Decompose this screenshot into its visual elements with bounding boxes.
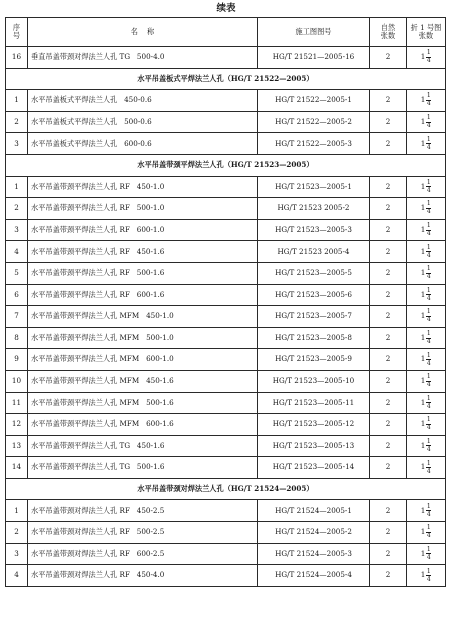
serial-number-cell: 3	[6, 543, 28, 565]
sheet-count-cell: 2	[370, 435, 407, 457]
table-row	[6, 327, 446, 349]
item-name-cell: 水平吊盖带颈平焊法兰人孔 RF 500-1.0	[28, 198, 258, 220]
fraction-value: 1 1 4	[420, 243, 431, 259]
fraction-value: 1 1 4	[420, 114, 431, 130]
drawing-code-cell: HG/T 21523—2005-7	[258, 306, 370, 328]
drawing-code-cell: HG/T 21523—2005-8	[258, 327, 370, 349]
sheet-count-cell: 2	[370, 306, 407, 328]
table-row	[6, 176, 446, 198]
folded-count-cell	[407, 198, 446, 220]
folded-count-cell	[407, 219, 446, 241]
table-row	[6, 198, 446, 220]
drawing-code-cell: HG/T 21523—2005-1	[258, 176, 370, 198]
fraction-value: 1 1 4	[420, 437, 431, 453]
serial-number-cell: 7	[6, 306, 28, 328]
fraction-value: 1 1 4	[420, 524, 431, 540]
serial-number-cell: 9	[6, 349, 28, 371]
sheet-count-cell: 2	[370, 133, 407, 155]
fraction-value: 1 1 4	[420, 222, 431, 238]
item-name-cell: 水平吊盖带颈平焊法兰人孔 MFM 500-1.0	[28, 327, 258, 349]
table-row	[6, 241, 446, 263]
item-name-cell: 水平吊盖带颈对焊法兰人孔 RF 450-2.5	[28, 500, 258, 522]
item-name-cell: 水平吊盖带颈对焊法兰人孔 RF 600-2.5	[28, 543, 258, 565]
drawing-code-cell: HG/T 21522—2005-3	[258, 133, 370, 155]
folded-count-cell	[407, 241, 446, 263]
serial-number-cell: 1	[6, 500, 28, 522]
table-row	[6, 306, 446, 328]
fraction-value: 1 1 4	[420, 567, 431, 583]
table-row	[6, 262, 446, 284]
header-name: 名 称	[28, 18, 258, 47]
table-row	[6, 47, 446, 69]
table-row	[6, 565, 446, 587]
item-name-cell: 水平吊盖带颈平焊法兰人孔 MFM 600-1.0	[28, 349, 258, 371]
item-name-cell: 水平吊盖带颈平焊法兰人孔 MFM 600-1.6	[28, 414, 258, 436]
fraction-value: 1 1 4	[420, 92, 431, 108]
item-name-cell: 水平吊盖板式平焊法兰人孔 600-0.6	[28, 133, 258, 155]
sheet-count-cell: 2	[370, 392, 407, 414]
serial-number-cell: 14	[6, 457, 28, 479]
folded-count-cell	[407, 500, 446, 522]
item-name-cell: 水平吊盖带颈平焊法兰人孔 RF 500-1.6	[28, 262, 258, 284]
sheet-count-cell: 2	[370, 90, 407, 112]
fraction-value: 1 1 4	[420, 49, 431, 65]
folded-count-cell	[407, 435, 446, 457]
table-row	[6, 457, 446, 479]
serial-number-cell: 16	[6, 47, 28, 69]
item-name-cell: 水平吊盖带颈平焊法兰人孔 RF 600-1.6	[28, 284, 258, 306]
drawing-code-cell: HG/T 21524—2005-4	[258, 565, 370, 587]
table-row	[6, 414, 446, 436]
item-name-cell: 水平吊盖带颈对焊法兰人孔 RF 450-4.0	[28, 565, 258, 587]
drawing-code-cell: HG/T 21521—2005-16	[258, 47, 370, 69]
fraction-value: 1 1 4	[420, 502, 431, 518]
drawing-code-cell: HG/T 21523—2005-5	[258, 262, 370, 284]
serial-number-cell: 2	[6, 198, 28, 220]
folded-count-cell	[407, 414, 446, 436]
folded-count-cell	[407, 327, 446, 349]
table-row	[6, 522, 446, 544]
drawing-code-cell: HG/T 21523—2005-9	[258, 349, 370, 371]
header-serial-number: 序 号	[6, 18, 28, 47]
table-row	[6, 435, 446, 457]
table-header-row	[6, 18, 446, 47]
serial-number-cell: 10	[6, 370, 28, 392]
folded-count-cell	[407, 90, 446, 112]
page-title: 续表	[216, 3, 236, 14]
serial-number-cell: 4	[6, 565, 28, 587]
serial-number-cell: 5	[6, 262, 28, 284]
fraction-value: 1 1 4	[420, 373, 431, 389]
fraction-value: 1 1 4	[420, 351, 431, 367]
item-name-cell: 水平吊盖带颈平焊法兰人孔 MFM 450-1.0	[28, 306, 258, 328]
item-name-cell: 水平吊盖板式平焊法兰人孔 450-0.6	[28, 90, 258, 112]
section-header-row	[6, 154, 446, 176]
fraction-value: 1 1 4	[420, 545, 431, 561]
item-name-cell: 水平吊盖带颈平焊法兰人孔 RF 600-1.0	[28, 219, 258, 241]
drawing-code-cell: HG/T 21523—2005-11	[258, 392, 370, 414]
table-body	[6, 47, 446, 587]
drawing-code-cell: HG/T 21523—2005-13	[258, 435, 370, 457]
sheet-count-cell: 2	[370, 457, 407, 479]
drawing-code-cell: HG/T 21524—2005-2	[258, 522, 370, 544]
item-name-cell: 垂直吊盖带颈对焊法兰人孔 TG 500-4.0	[28, 47, 258, 69]
serial-number-cell: 11	[6, 392, 28, 414]
header-drawing-code: 施工图图号	[258, 18, 370, 47]
table-row	[6, 392, 446, 414]
table-row	[6, 543, 446, 565]
sheet-count-cell: 2	[370, 176, 407, 198]
fraction-value: 1 1 4	[420, 308, 431, 324]
table-row	[6, 370, 446, 392]
serial-number-cell: 4	[6, 241, 28, 263]
table-row	[6, 133, 446, 155]
folded-count-cell	[407, 370, 446, 392]
sheet-count-cell: 2	[370, 262, 407, 284]
serial-number-cell: 1	[6, 176, 28, 198]
drawing-list-table	[5, 17, 446, 587]
item-name-cell: 水平吊盖带颈平焊法兰人孔 TG 450-1.6	[28, 435, 258, 457]
fraction-value: 1 1 4	[420, 394, 431, 410]
serial-number-cell: 12	[6, 414, 28, 436]
sheet-count-cell: 2	[370, 565, 407, 587]
folded-count-cell	[407, 392, 446, 414]
folded-count-cell	[407, 522, 446, 544]
fraction-value: 1 1 4	[420, 265, 431, 281]
folded-count-cell	[407, 457, 446, 479]
fraction-value: 1 1 4	[420, 416, 431, 432]
sheet-count-cell: 2	[370, 111, 407, 133]
folded-count-cell	[407, 47, 446, 69]
sheet-count-cell: 2	[370, 47, 407, 69]
serial-number-cell: 6	[6, 284, 28, 306]
item-name-cell: 水平吊盖板式平焊法兰人孔 500-0.6	[28, 111, 258, 133]
drawing-code-cell: HG/T 21522—2005-1	[258, 90, 370, 112]
header-sheet-count: 自然 张数	[370, 18, 407, 47]
section-header-row	[6, 68, 446, 90]
sheet-count-cell: 2	[370, 198, 407, 220]
sheet-count-cell: 2	[370, 284, 407, 306]
header-folded-count: 折 1 号图 张数	[407, 18, 446, 47]
drawing-code-cell: HG/T 21523—2005-3	[258, 219, 370, 241]
fraction-value: 1 1 4	[420, 330, 431, 346]
serial-number-cell: 13	[6, 435, 28, 457]
item-name-cell: 水平吊盖带颈平焊法兰人孔 RF 450-1.0	[28, 176, 258, 198]
fraction-value: 1 1 4	[420, 459, 431, 475]
fraction-value: 1 1 4	[420, 135, 431, 151]
table-row	[6, 284, 446, 306]
serial-number-cell: 3	[6, 219, 28, 241]
section-header-row	[6, 478, 446, 500]
table-row	[6, 111, 446, 133]
section-title: 水平吊盖板式平焊法兰人孔（HG/T 21522—2005）	[6, 68, 446, 90]
drawing-code-cell: HG/T 21523 2005-4	[258, 241, 370, 263]
sheet-count-cell: 2	[370, 522, 407, 544]
sheet-count-cell: 2	[370, 327, 407, 349]
item-name-cell: 水平吊盖带颈平焊法兰人孔 MFM 500-1.6	[28, 392, 258, 414]
serial-number-cell: 1	[6, 90, 28, 112]
drawing-code-cell: HG/T 21524—2005-1	[258, 500, 370, 522]
table-row	[6, 90, 446, 112]
folded-count-cell	[407, 349, 446, 371]
folded-count-cell	[407, 176, 446, 198]
folded-count-cell	[407, 111, 446, 133]
folded-count-cell	[407, 565, 446, 587]
folded-count-cell	[407, 133, 446, 155]
sheet-count-cell: 2	[370, 241, 407, 263]
table-row	[6, 349, 446, 371]
fraction-value: 1 1 4	[420, 286, 431, 302]
drawing-code-cell: HG/T 21523—2005-12	[258, 414, 370, 436]
item-name-cell: 水平吊盖带颈平焊法兰人孔 RF 450-1.6	[28, 241, 258, 263]
drawing-code-cell: HG/T 21523 2005-2	[258, 198, 370, 220]
folded-count-cell	[407, 306, 446, 328]
folded-count-cell	[407, 284, 446, 306]
table-row	[6, 219, 446, 241]
serial-number-cell: 8	[6, 327, 28, 349]
serial-number-cell: 2	[6, 111, 28, 133]
table-row	[6, 500, 446, 522]
item-name-cell: 水平吊盖带颈平焊法兰人孔 MFM 450-1.6	[28, 370, 258, 392]
fraction-value: 1 1 4	[420, 178, 431, 194]
item-name-cell: 水平吊盖带颈平焊法兰人孔 TG 500-1.6	[28, 457, 258, 479]
sheet-count-cell: 2	[370, 370, 407, 392]
sheet-count-cell: 2	[370, 543, 407, 565]
section-title: 水平吊盖带颈平焊法兰人孔（HG/T 21523—2005）	[6, 154, 446, 176]
section-title: 水平吊盖带颈对焊法兰人孔（HG/T 21524—2005）	[6, 478, 446, 500]
sheet-count-cell: 2	[370, 414, 407, 436]
drawing-code-cell: HG/T 21523—2005-10	[258, 370, 370, 392]
sheet-count-cell: 2	[370, 500, 407, 522]
fraction-value: 1 1 4	[420, 200, 431, 216]
drawing-code-cell: HG/T 21524—2005-3	[258, 543, 370, 565]
sheet-count-cell: 2	[370, 349, 407, 371]
drawing-code-cell: HG/T 21523—2005-6	[258, 284, 370, 306]
sheet-count-cell: 2	[370, 219, 407, 241]
drawing-code-cell: HG/T 21523—2005-14	[258, 457, 370, 479]
folded-count-cell	[407, 543, 446, 565]
drawing-code-cell: HG/T 21522—2005-2	[258, 111, 370, 133]
serial-number-cell: 2	[6, 522, 28, 544]
folded-count-cell	[407, 262, 446, 284]
serial-number-cell: 3	[6, 133, 28, 155]
item-name-cell: 水平吊盖带颈对焊法兰人孔 RF 500-2.5	[28, 522, 258, 544]
